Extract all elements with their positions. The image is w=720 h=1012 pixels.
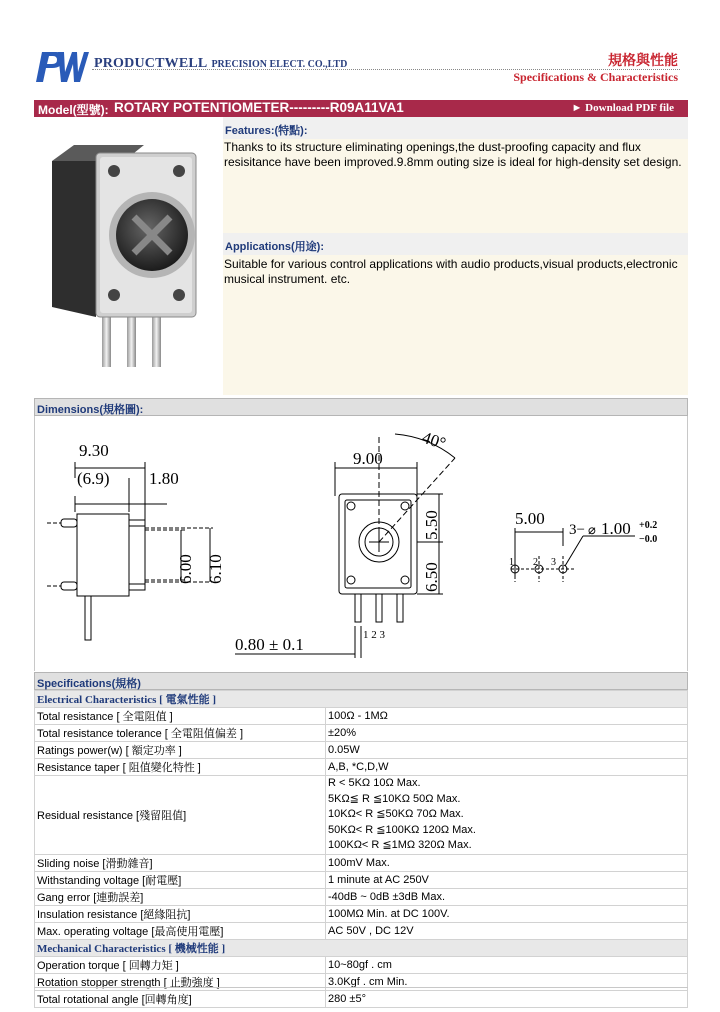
spec-name: Insulation resistance [絕緣阻抗] — [35, 905, 326, 922]
spec-name: Total resistance tolerance [ 全電阻值偏差 ] — [35, 725, 326, 742]
table-row — [35, 888, 688, 905]
dimensions-drawing — [34, 416, 688, 671]
spec-name: Rotation stopper strength [ 止動強度 ] — [35, 973, 326, 990]
company-name-main: PRODUCTWELL — [94, 56, 208, 71]
pad-3-label: 3 — [551, 557, 556, 568]
hole-count: 3− — [569, 522, 585, 538]
spec-value: A,B, *C,D,W — [326, 759, 688, 776]
dim-6-9: (6.9) — [77, 469, 110, 488]
pad-2-label: 2 — [533, 557, 538, 568]
spec-value: 10~80gf . cm — [326, 956, 688, 973]
download-pdf-link[interactable]: ► Download PDF file — [571, 102, 674, 114]
spec-name: Total rotational angle [回轉角度] — [35, 990, 326, 1007]
residual-line: 5KΩ≦ R ≦10KΩ 50Ω Max. — [328, 792, 461, 805]
dimensions-heading: Dimensions(規格圖): — [34, 398, 688, 416]
dim-5-50: 5.50 — [422, 510, 441, 540]
spec-name: Max. operating voltage [最高使用電壓] — [35, 922, 326, 939]
dim-40-deg: 40° — [419, 427, 449, 454]
residual-line: 50KΩ< R ≦100KΩ 120Ω Max. — [328, 823, 476, 836]
bottom-divider — [34, 987, 688, 988]
applications-heading: Applications(用途): — [223, 233, 688, 255]
productwell-logo — [34, 48, 90, 84]
features-text: Thanks to its structure eliminating openings,the dust-proofing capacity and flux resisitance have been improved.9.8mm outing size is ideal for high-density set design. — [224, 140, 682, 169]
company-name-sub: PRECISION ELECT. CO.,LTD — [211, 59, 348, 70]
dim-9-30: 9.30 — [79, 441, 109, 460]
residual-line: R < 5KΩ 10Ω Max. — [328, 777, 421, 789]
residual-line: 10KΩ< R ≦50KΩ 70Ω Max. — [328, 808, 464, 820]
spec-name: Ratings power(w) [ 額定功率 ] — [35, 742, 326, 759]
spec-name: Sliding noise [滑動雜音] — [35, 854, 326, 871]
table-row — [35, 854, 688, 871]
cn-title: 規格與性能 — [608, 53, 678, 69]
pad-1-label: 1 — [509, 557, 514, 568]
table-row — [35, 990, 688, 1007]
dim-0-80: 0.80 ± 0.1 — [235, 635, 304, 654]
spec-name: Resistance taper [ 阻值變化特性 ] — [35, 759, 326, 776]
dimensions-svg — [35, 416, 689, 671]
spec-value: 280 ±5° — [326, 990, 688, 1007]
page-subtitle: Specifications & Characteristics — [513, 70, 678, 84]
model-bar — [34, 100, 688, 117]
dim-6-00: 6.00 — [176, 554, 195, 584]
potentiometer-photo — [34, 117, 223, 395]
product-image-panel — [34, 117, 223, 395]
spec-value: AC 50V , DC 12V — [326, 922, 688, 939]
spec-value-residual — [326, 776, 688, 855]
spec-name: Total resistance [ 全電阻值 ] — [35, 708, 326, 725]
spec-value: 100mV Max. — [326, 854, 688, 871]
tol-plus: +0.2 — [639, 520, 658, 531]
specifications-heading: Specifications(規格) — [34, 672, 688, 690]
hole-diameter: 1.00 — [601, 519, 631, 538]
electrical-heading: Electrical Characteristics [ 電氣性能 ] — [35, 691, 688, 708]
table-row — [35, 956, 688, 973]
mechanical-heading: Mechanical Characteristics [ 機械性能 ] — [35, 939, 688, 956]
electrical-category-row — [35, 691, 688, 708]
residual-line: 100KΩ< R ≦1MΩ 320Ω Max. — [328, 839, 472, 851]
spec-name: Operation torque [ 回轉力矩 ] — [35, 956, 326, 973]
table-row — [35, 905, 688, 922]
spec-value: ±20% — [326, 725, 688, 742]
table-row — [35, 871, 688, 888]
spec-value: 1 minute at AC 250V — [326, 871, 688, 888]
features-heading: Features:(特點): — [223, 117, 688, 139]
table-row-residual — [35, 776, 688, 855]
dim-5-00: 5.00 — [515, 509, 545, 528]
model-name: ROTARY POTENTIOMETER---------R09A11VA1 — [114, 100, 404, 115]
table-row — [35, 742, 688, 759]
diameter-symbol: ⌀ — [588, 522, 596, 537]
specs-table — [34, 690, 688, 1008]
intro-panel — [223, 117, 688, 395]
table-row — [35, 922, 688, 939]
spec-value: 100Ω - 1MΩ — [326, 708, 688, 725]
pin-numbers-front: 1 2 3 — [363, 629, 385, 641]
mechanical-category-row — [35, 939, 688, 956]
spec-name: Residual resistance [殘留阻值] — [35, 776, 326, 855]
spec-name: Gang error [連動誤差] — [35, 888, 326, 905]
spec-value: -40dB ~ 0dB ±3dB Max. — [326, 888, 688, 905]
dim-6-50: 6.50 — [422, 562, 441, 592]
spec-name: Withstanding voltage [耐電壓] — [35, 871, 326, 888]
applications-text: Suitable for various control applications with audio products,visual products,electronic musical instrument. etc. — [224, 257, 678, 286]
dim-1-80: 1.80 — [149, 469, 179, 488]
spec-value: 3.0Kgf . cm Min. — [326, 973, 688, 990]
dim-6-10: 6.10 — [206, 554, 225, 584]
table-row — [35, 725, 688, 742]
tol-minus: −0.0 — [639, 534, 658, 545]
dim-9-00: 9.00 — [353, 449, 383, 468]
table-row — [35, 708, 688, 725]
model-label: Model(型號): — [38, 103, 109, 117]
spec-value: 100MΩ Min. at DC 100V. — [326, 905, 688, 922]
table-row — [35, 759, 688, 776]
spec-value: 0.05W — [326, 742, 688, 759]
